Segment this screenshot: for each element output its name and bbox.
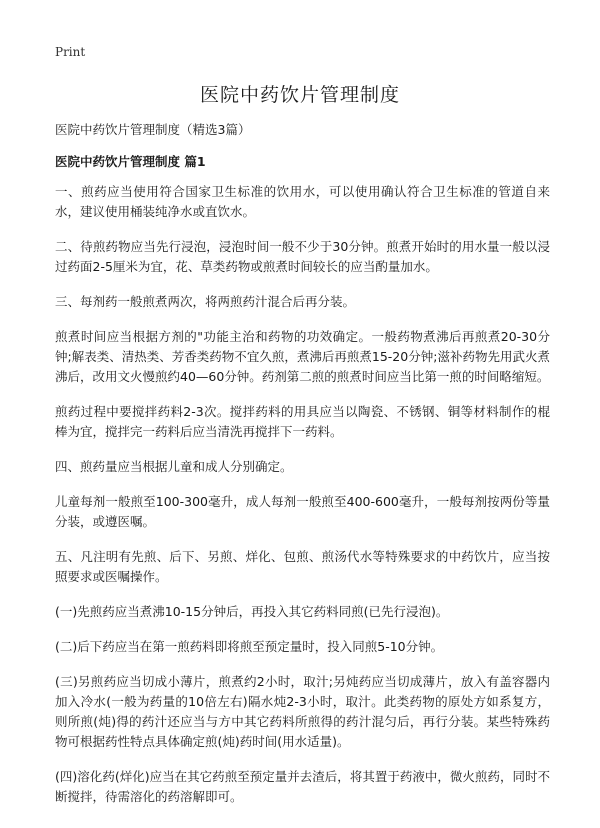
paragraph: 煎煮时间应当根据方剂的"功能主治和药物的功效确定。一般药物煮沸后再煎煮20-30分钟;解表类、清热类、芳香类药物不宜久煎，煮沸后再煎煮15-20分钟;滋补药物先用武火煮沸后，改用文火慢煎约40—60分钟。药剂第二煎的煎煮时间应当比第一煎的时间略缩短。: [55, 329, 550, 384]
paragraph: (一)先煎药应当煮沸10-15分钟后，再投入其它药料同煎(已先行浸泡)。: [55, 604, 449, 619]
paragraph: 三、每剂药一般煎煮两次，将两煎药汁混合后再分装。: [55, 294, 356, 309]
document-body: [55, 120, 550, 822]
paragraph: 儿童每剂一般煎至100-300毫升，成人每剂一般煎至400-600毫升，一般每剂按两份等量分装，或遵医嘱。: [55, 494, 550, 529]
paragraph: (三)另煎药应当切成小薄片，煎煮约2小时，取汁;另炖药应当切成薄片，放入有盖容器内加入冷水(一般为药量的10倍左右)隔水炖2-3小时，取汁。此类药物的原处方如系复方，则所煎(炖)得的药汁还应当与方中其它药料所煎得的药汁混匀后，再行分装。某些特殊药物可根据药性特点具体确定煎(炖)药时间(用水适量)。: [55, 674, 550, 749]
paragraph: 一、煎药应当使用符合国家卫生标准的饮用水，可以使用确认符合卫生标准的管道自来水，建议使用桶装纯净水或直饮水。: [55, 184, 550, 219]
paragraph: (二)后下药应当在第一煎药料即将煎至预定量时，投入同煎5-10分钟。: [55, 639, 444, 654]
paragraph: 四、煎药量应当根据儿童和成人分别确定。: [55, 459, 293, 474]
paragraph: 二、待煎药物应当先行浸泡，浸泡时间一般不少于30分钟。煎煮开始时的用水量一般以浸过药面2-5厘米为宜，花、草类药物或煎煮时间较长的应当酌量加水。: [55, 239, 550, 274]
paragraph: 煎药过程中要搅拌药料2-3次。搅拌药料的用具应当以陶瓷、不锈钢、铜等材料制作的棍棒为宜，搅拌完一药料后应当清洗再搅拌下一药料。: [55, 404, 550, 439]
section-heading: 医院中药饮片管理制度 篇1: [55, 154, 206, 169]
paragraph: (四)溶化药(烊化)应当在其它药煎至预定量并去渣后，将其置于药液中，微火煎药，同时不断搅拌，待需溶化的药溶解即可。: [55, 769, 550, 804]
paragraph: 五、凡注明有先煎、后下、另煎、烊化、包煎、煎汤代水等特殊要求的中药饮片，应当按照要求或医嘱操作。: [55, 549, 550, 584]
document-title: 医院中药饮片管理制度: [199, 84, 400, 106]
document-subtitle: 医院中药饮片管理制度（精选3篇）: [55, 122, 251, 137]
print-label: Print: [55, 45, 86, 59]
